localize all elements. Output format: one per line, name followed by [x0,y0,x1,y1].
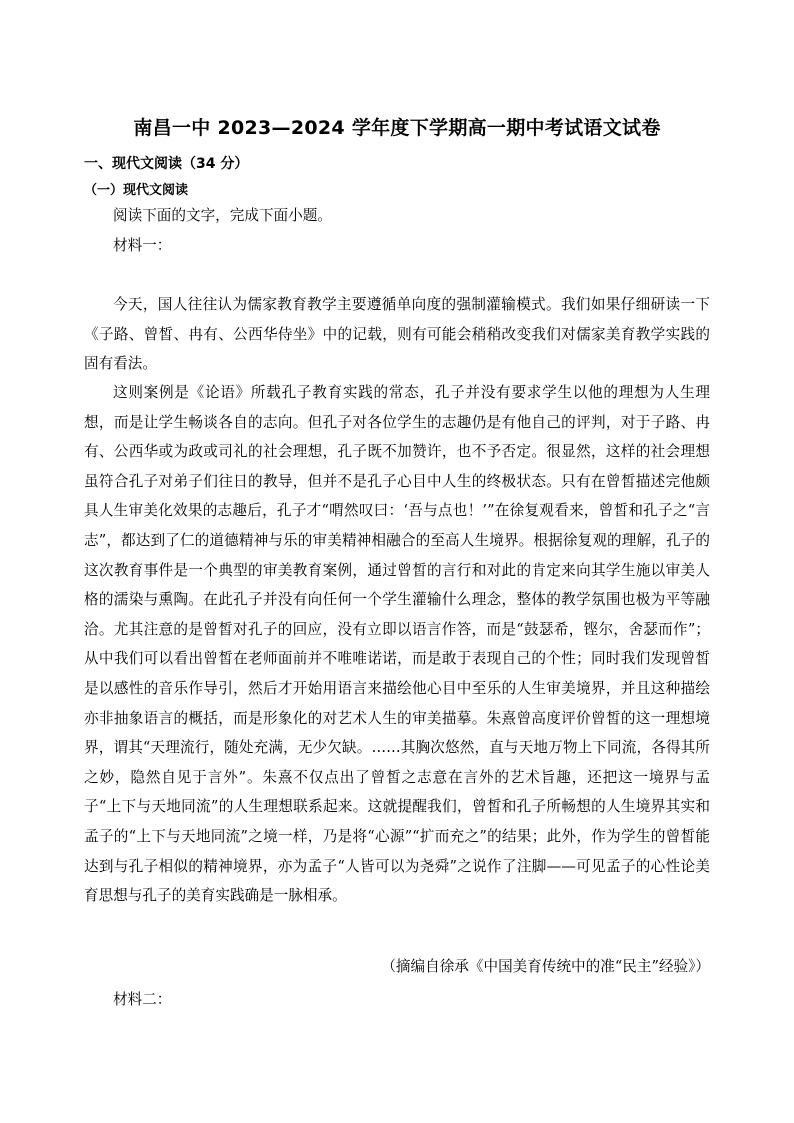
material-one-paragraph: 今天，国人往往认为儒家教育教学主要遵循单向度的强制灌输模式。我们如果仔细研读一下《子路、曾皙、冉有、公西华侍坐》中的记载，则有可能会稍稍改变我们对儒家美育教学实践的固有看法。 [84,296,710,373]
reading-instruction: 阅读下面的文字，完成下面小题。 [113,207,332,224]
section-heading: 一、现代文阅读（34 分） [84,156,249,172]
material-two-label: 材料二： [113,991,172,1008]
sub-section-heading: （一）现代文阅读 [84,183,189,198]
material-one-label: 材料一： [113,237,172,254]
material-one-paragraph: 这则案例是《论语》所载孔子教育实践的常态，孔子并没有要求学生以他的理想为人生理想，而是让学生畅谈各自的志向。但孔子对各位学生的志趣仍是有他自己的评判，对于子路、冉有、公西华或为政或司礼的社会理想，孔子既不加赞许，也不予否定。很显然，这样的社会理想虽符合孔子对弟子们往日的教导，但并不是孔子心目中人生的终极状态。只有在曾皙描述完他颇具人生审美化效果的志趣后，孔子才“喟然叹曰：‘吾与点也！’”在徐复观看来，曾皙和孔子之“言志”，都达到了仁的道德精神与乐的审美精神相融合的至高人生境界。根据徐复观的理解，孔子的这次教育事件是一个典型的审美教育案例，通过曾皙的言行和对此的肯定来向其学生施以审美人格的濡染与熏陶。在此孔子并没有向任何一个学生灌输什么理念，整体的教学氛围也极为平等融洽。尤其注意的是曾皙对孔子的回应，没有立即以语言作答，而是“鼓瑟希，铿尔，舍瑟而作”；从中我们可以看出曾皙在老师面前并不唯唯诺诺，而是敢于表现自己的个性；同时我们发现曾皙是以感性的音乐作导引，然后才开始用语言来描绘他心目中至乐的人生审美境界，并且这种描绘亦非抽象语言的概括，而是形象化的对艺术人生的审美描摹。朱熹曾高度评价曾皙的这一理想境界，谓其“天理流行，随处充满，无少欠缺。……其胸次悠然，直与天地万物上下同流，各得其所之妙，隐然自见于言外”。朱熹不仅点出了曾皙之志意在言外的艺术旨趣，还把这一境界与孟子“上下与天地同流”的人生理想联系起来。这就提醒我们，曾皙和孔子所畅想的人生境界其实和孟子的“上下与天地同流”之境一样，乃是将“心源”“扩而充之”的结果；此外，作为学生的曾皙能达到与孔子相似的精神境界，亦为孟子“人皆可以为尧舜”之说作了注脚——可见孟子的心性论美育思想与孔子的美育实践确是一脉相承。 [84,384,710,905]
exam-title: 南昌一中 2023—2024 学年度下学期高一期中考试语文试卷 [133,117,661,139]
source-citation: （摘编自徐承《中国美育传统中的准“民主”经验》） [381,958,710,975]
